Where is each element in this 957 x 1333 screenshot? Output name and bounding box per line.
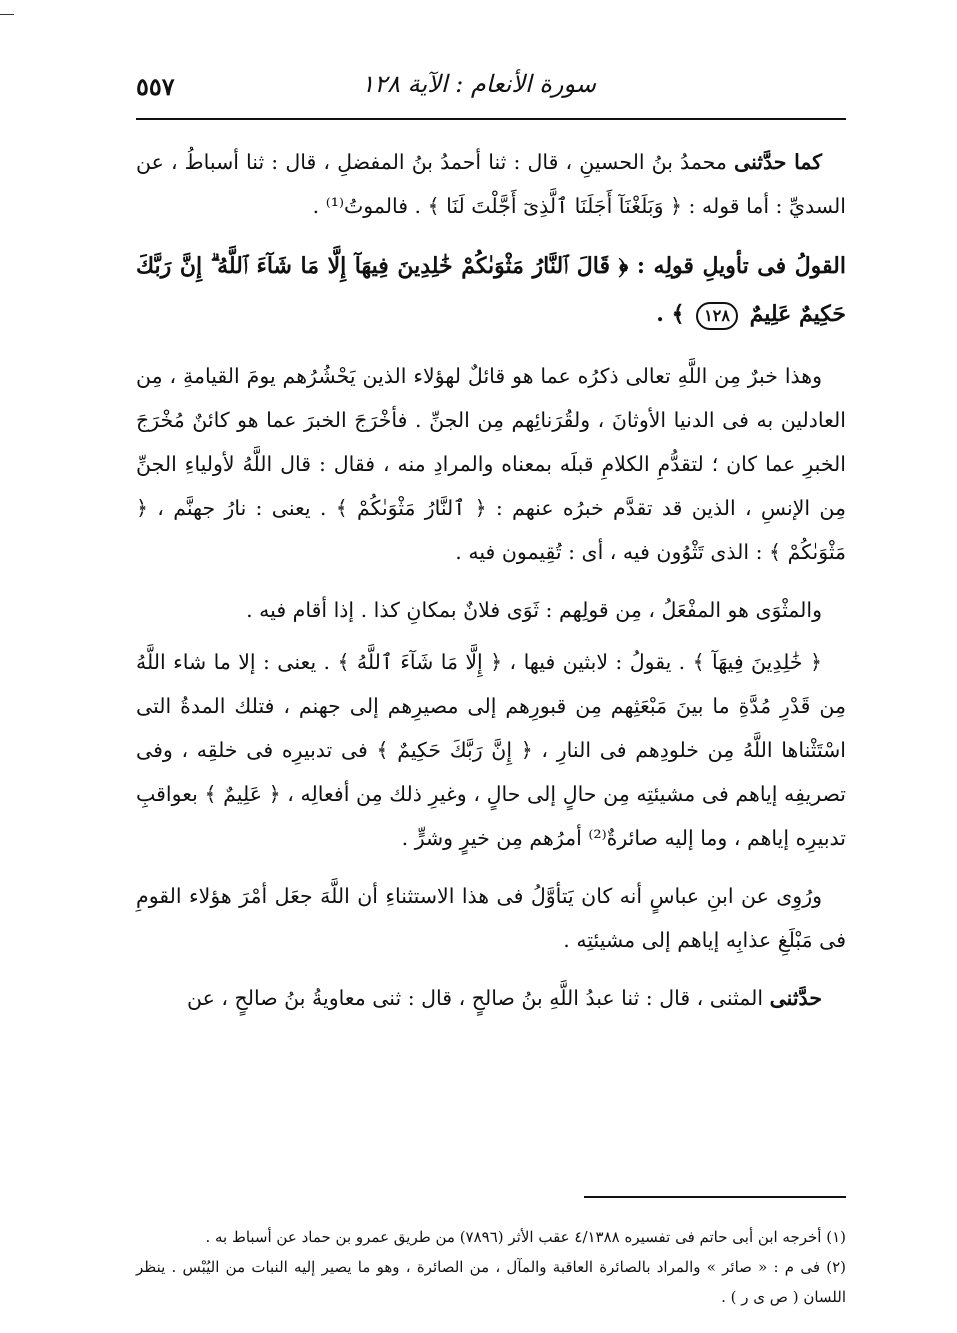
footnote-1: (١) أخرجه ابن أبى حاتم فى تفسيره ٤/١٣٨٨ عقب الأثر (٧٨٩٦) من طريق عمرو بن حماد عن أسباط به . bbox=[205, 1228, 846, 1246]
main-text bbox=[136, 140, 846, 1034]
heading-close: ﴾ . bbox=[656, 301, 685, 327]
paragraph-1-text: محمدُ بنُ الحسينِ ، قال : ثنا أحمدُ بنُ المفضلِ ، قال : ثنا أسباطُ ، عن السديِّ : أما قوله : ﴿ وَبَلَغْنَآ أَجَلَنَا ٱلَّذِىٓ أَجَّلْتَ لَنَا ﴾ . فالموتُ⁽¹⁾ . bbox=[136, 150, 846, 218]
footnotes bbox=[136, 1222, 846, 1312]
paragraph-6 bbox=[136, 976, 846, 1020]
paragraph-1 bbox=[136, 140, 846, 228]
running-title: سورة الأنعام : الآية ١٢٨ bbox=[361, 70, 596, 98]
scan-corner-mark bbox=[0, 14, 14, 15]
header-rule bbox=[136, 118, 846, 120]
paragraph-3: والمثْوَى هو المفْعَلُ ، مِن قولِهم : ثَوَى فلانٌ بمكانِ كذا . إذا أقام فيه . bbox=[246, 598, 822, 622]
footnote-rule bbox=[584, 1196, 846, 1198]
paragraph-6-lead: حدَّثنى bbox=[769, 986, 822, 1010]
page-header bbox=[136, 64, 846, 108]
footnote-2: (٢) فى م : « صائر » والمراد بالصائرة العاقبة والمآل ، من الصائرة ، وهو ما يصير إليه النبات من اليُبْس . ينظر اللسان ( ص ى ر ) . bbox=[136, 1258, 846, 1306]
verse-number-medallion: ١٢٨ bbox=[696, 302, 738, 330]
heading-lead: القولُ فى تأويلِ قولِه : bbox=[628, 253, 846, 279]
heading-verse: ﴿ قَالَ ٱلنَّارُ مَثْوَىٰكُمْ خَٰلِدِينَ فِيهَآ إِلَّا مَا شَآءَ ٱللَّهُ ۗ إِنَّ رَبَّكَ حَكِيمٌ عَلِيمٌ bbox=[136, 253, 846, 327]
paragraph-5: ورُوِى عن ابنِ عباسٍ أنه كان يَتأوَّلُ فى هذا الاستثناءِ أن اللَّهَ جعَل أمْرَ هؤلاء القومِ فى مَبْلَغِ عذابِه إياهم إلى مشيئتِه . bbox=[136, 884, 846, 952]
paragraph-4: ﴿ خَٰلِدِينَ فِيهَآ ﴾ . يقولُ : لابثين فيها ، ﴿ إِلَّا مَا شَآءَ ٱللَّهُ ﴾ . يعنى : إلا ما شاء اللَّهُ مِن قَدْرِ مُدَّةِ ما بينَ مَبْعَثِهم مِن قبورِهم إلى مصيرِهم إلى جهنم ، فتلك المدةُ التى اسْتَثْناها اللَّهُ مِن خلودِهم فى النارِ ، ﴿ إِنَّ رَبَّكَ حَكِيمٌ ﴾ فى تدبيرِه فى خلقِه ، وفى تصريفِه إياهم فى مشيئتِه مِن حالٍ إلى حالٍ ، وغيرِ ذلك مِن أفعالِه ، ﴿ عَلِيمٌ ﴾ بعواقبِ تدبيرِه إياهم ، وما إليه صائرةٌ⁽²⁾ أمرُهم مِن خيرٍ وشرٍّ . bbox=[136, 650, 846, 850]
page-number: ٥٥٧ bbox=[136, 72, 175, 101]
section-heading bbox=[136, 242, 846, 338]
paragraph-6-text: المثنى ، قال : ثنا عبدُ اللَّهِ بنُ صالحٍ ، قال : ثنى معاويةُ بنُ صالحٍ ، عن bbox=[187, 986, 770, 1010]
paragraph-1-lead: كما حدَّثنى bbox=[734, 150, 823, 174]
paragraph-2: وهذا خبرٌ مِن اللَّهِ تعالى ذكرُه عما هو قائلٌ لهؤلاء الذين يَحْشُرُهم يومَ القيامةِ ، مِن العادلين به فى الدنيا الأوثانَ ، ولقُرَنائِهم مِن الجنِّ . فأخْرَجَ الخبرَ عما هو كائنٌ مُخْرَجَ الخبرِ عما كان ؛ لتقدُّمِ الكلامِ قبلَه بمعناه والمرادِ منه ، فقال : قال اللَّهُ لأولياءِ الجنِّ مِن الإنسِ ، الذين قد تقدَّم خبرُه عنهم : ﴿ ٱلنَّارُ مَثْوَىٰكُمْ ﴾ . يعنى : نارُ جهنَّم ، ﴿ مَثْوَىٰكُمْ ﴾ : الذى تَثْوُون فيه ، أى : تُقِيمون فيه . bbox=[136, 364, 846, 564]
